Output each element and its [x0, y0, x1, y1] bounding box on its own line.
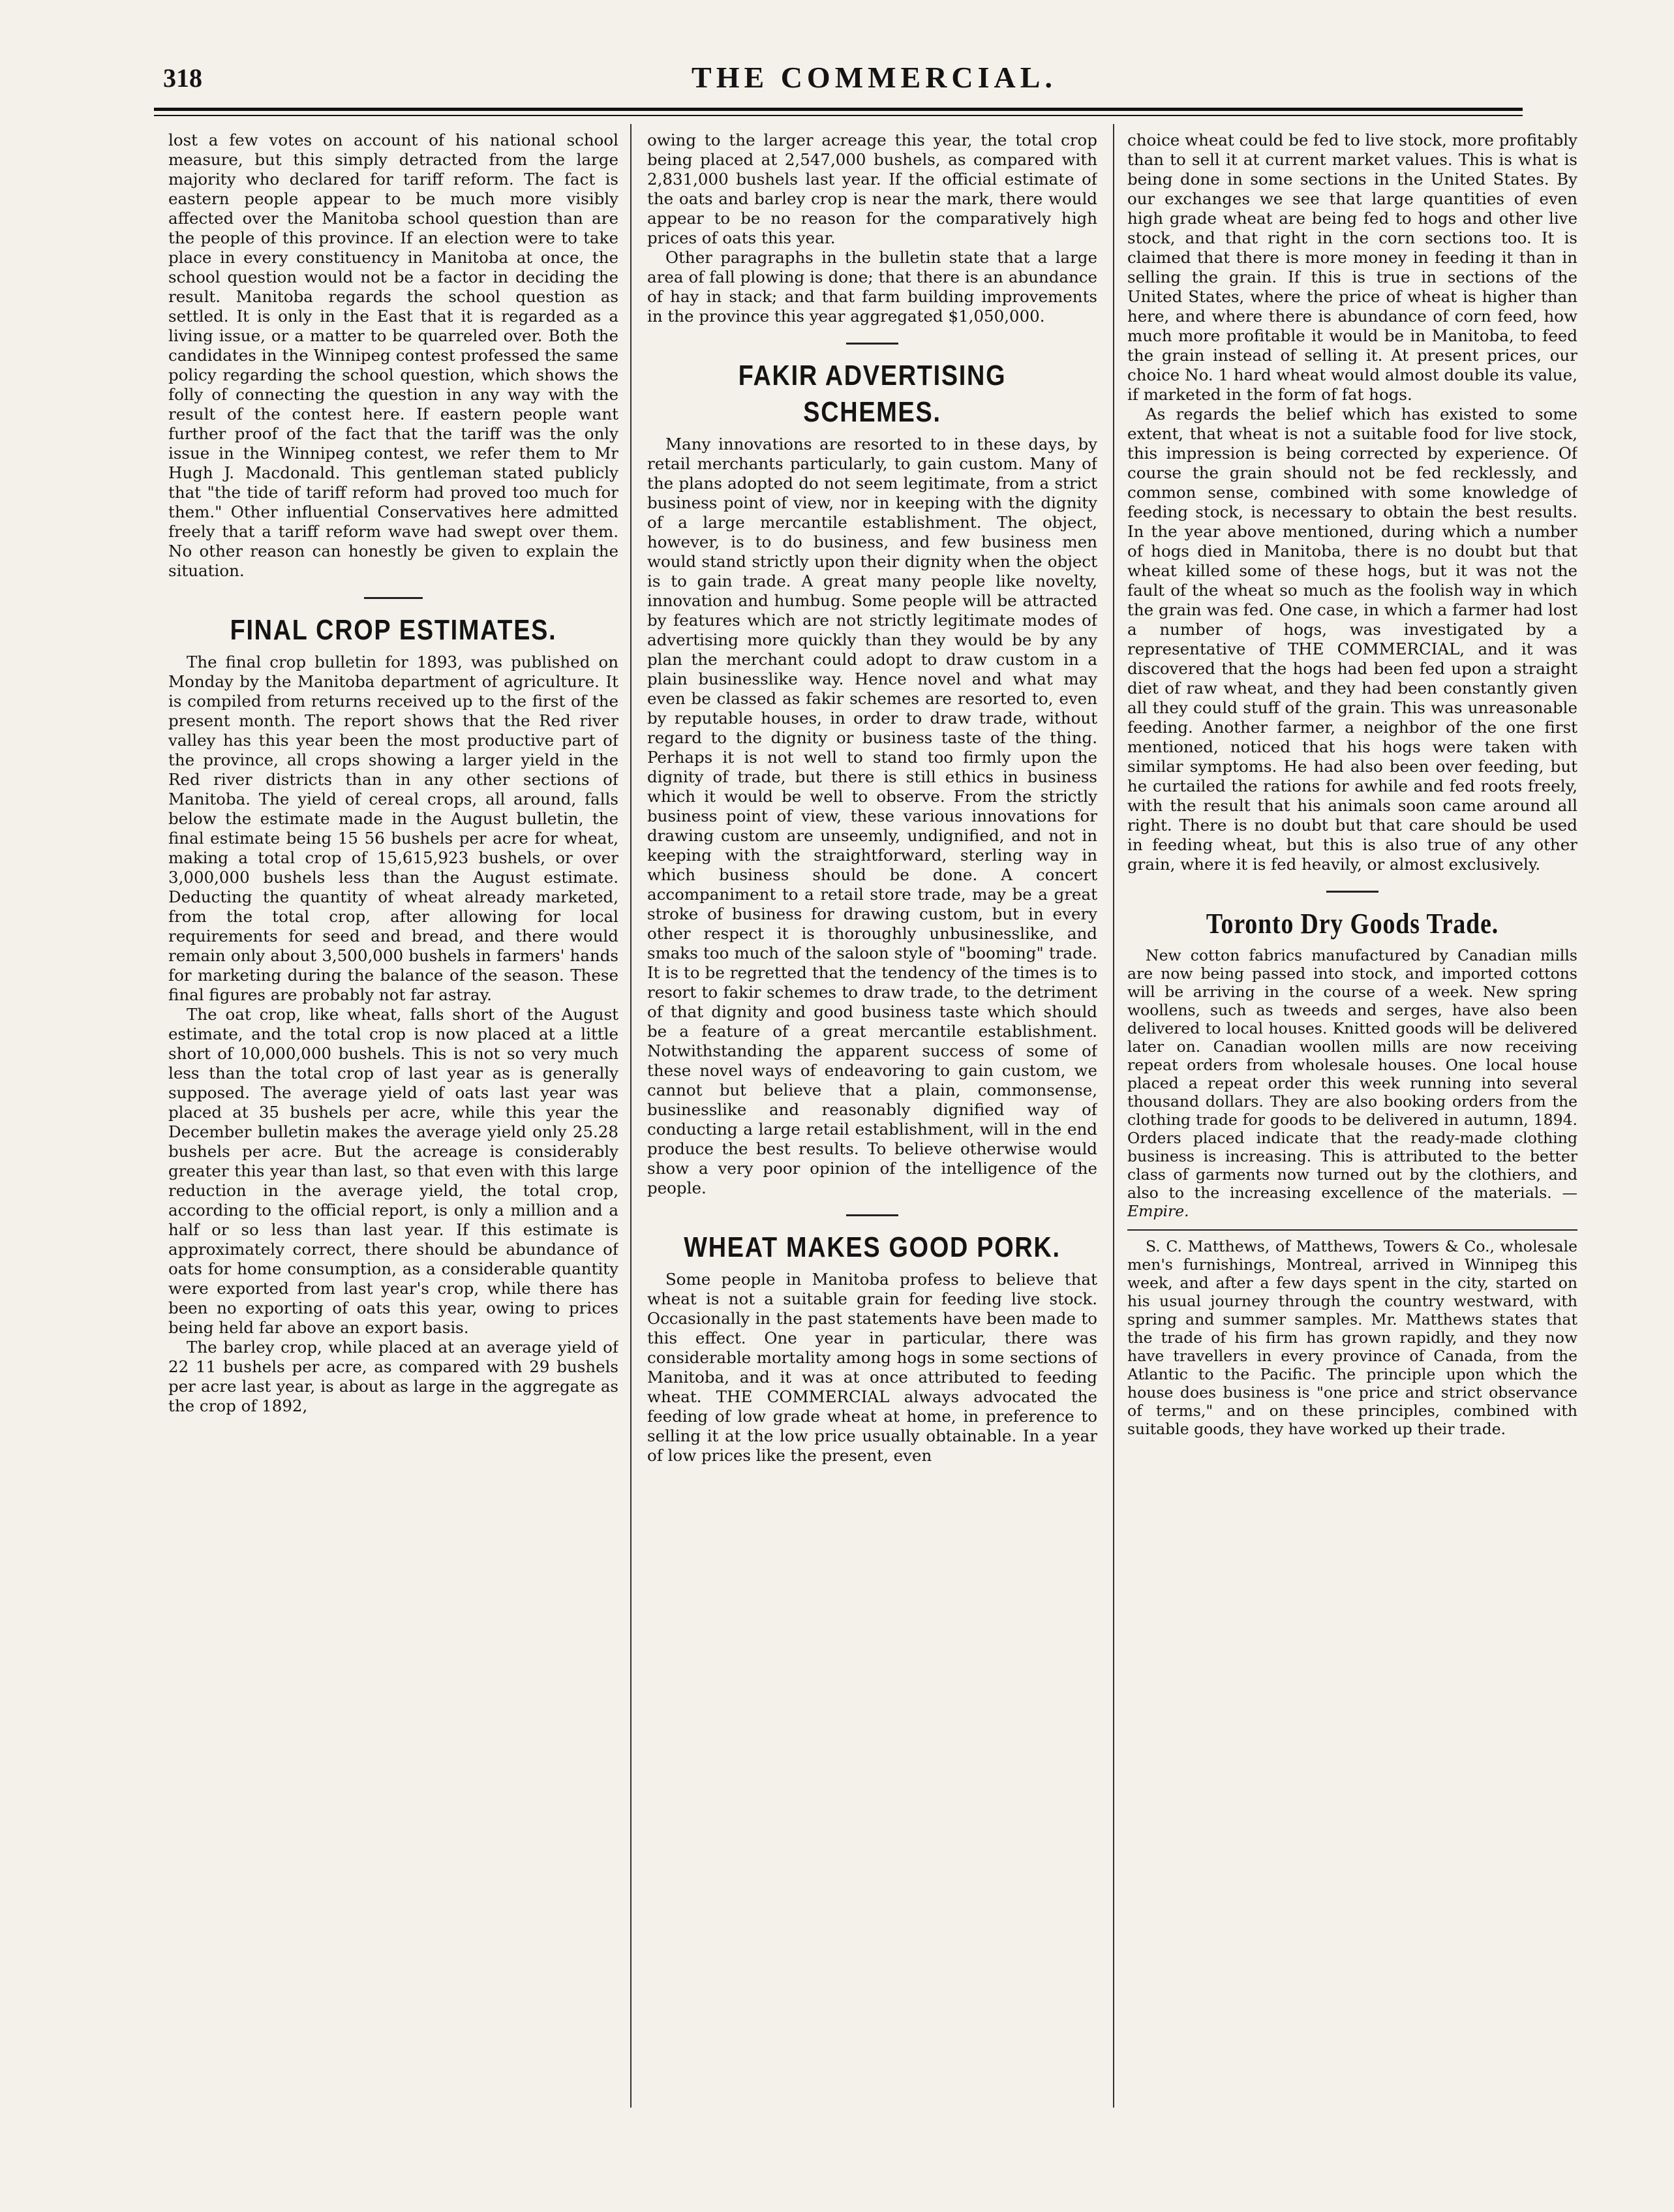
header-rule-thick	[154, 108, 1523, 111]
column-divider-2	[1113, 124, 1114, 2108]
col1-paragraph-2: The final crop bulletin for 1893, was published on Monday by the Manitoba department of agriculture. It is compiled from returns received up to the first of the present month. The report shows that the Red river valley has this year been the most productive part of the province, all crops showing a larger yield in the Red river districts than in any other sections of Manitoba. The yield of cereal crops, all around, falls below the estimate made in the August bulletin, the final estimate being 15 56 bushels per acre for wheat, making a total crop of 15,615,923 bushels, or over 3,000,000 bushels less than the August estimate. Deducting the quantity of wheat already marketed, from the total crop, after allowing for local requirements for seed and bread, and there would remain only about 3,500,000 bushels in farmers' hands for marketing during the balance of the season. These final figures are probably not far astray.	[168, 653, 618, 1004]
col1-paragraph-3: The oat crop, like wheat, falls short of the August estimate, and the total crop is now placed at a little short of 10,000,000 bushels. This is not so very much less than the total crop of last year as is generally supposed. The average yield of oats last year was placed at 35 bushels per acre, while this year the December bulletin makes the average yield only 25.28 bushels per acre. But the acreage is considerably greater this year than last, so that even with this large reduction in the average yield, the total crop, according to the official report, is only a million and a half or so less than last year. If this estimate is approximately correct, there should be abundance of oats for home consumption, as a considerable quantity were exported from last year's crop, while there has been no exporting of oats this year, owing to prices being held far above an export basis.	[168, 1005, 618, 1337]
column-divider-1	[630, 124, 632, 2108]
col2-paragraph-2: Other paragraphs in the bulletin state that a large area of fall plowing is done; that there is an abundance of hay in stack; and that farm building improvements in the province this year aggregated $1,050,000.	[647, 248, 1097, 326]
column-1	[168, 131, 618, 2114]
section-divider-ornament	[1127, 881, 1577, 900]
headline-final-crop-estimates: FINAL CROP ESTIMATES.	[230, 614, 557, 646]
headline-toronto-dry-goods-trade: Toronto Dry Goods Trade.	[1206, 908, 1499, 940]
col3-paragraph-3-text: New cotton fabrics manufactured by Canadian mills are now being passed into stock, and imported cottons will be arriving in the course of a week. New spring woollens, such as tweeds and serges, have also been delivered to local houses. Knitted goods will be delivered later on. Canadian woollen mills are now receiving repeat orders from wholesale houses. One local house placed a repeat order this week running into several thousand dollars. They are also booking orders from the clothing trade for goods to be delivered in autumn, 1894. Orders placed indicate that the ready-made clothing business is increasing. This is attributed to the better class of garments now turned out by the clothiers, and also to the increasing excellence of the materials.	[1127, 946, 1577, 1202]
section-divider-ornament	[168, 587, 618, 607]
article-source: —Empire.	[1127, 1184, 1577, 1220]
col1-paragraph-4: The barley crop, while placed at an average yield of 22 11 bushels per acre, as compared with 29 bushels per acre last year, is about as large in the aggregate as the crop of 1892,	[168, 1338, 618, 1415]
column-2	[647, 131, 1097, 2114]
col3-paragraph-2: As regards the belief which has existed to some extent, that wheat is not a suitable food for live stock, this impression is being corrected by experience. Of course the grain should not be fed recklessly, and common sense, combined with some knowledge of feeding stock, is necessary to obtain the best results. In the year above mentioned, during which a number of hogs died in Manitoba, there is no doubt but that wheat killed some of these hogs, but it was not the fault of the wheat so much as the foolish way in which the grain was fed. One case, in which a farmer had lost a number of hogs, was investigated by a representative of THE COMMERCIAL, and it was discovered that the hogs had been fed upon a straight diet of raw wheat, and they had been constantly given all they could stuff of the grain. This was unreasonable feeding. Another farmer, a neighbor of the one first mentioned, noticed that his hogs were taken with similar symptoms. He had also been over feeding, but he curtailed the rations for awhile and fed roots freely, with the result that his animals soon came around all right. There is no doubt but that care should be used in feeding wheat, but this is also true of any other grain, where it is fed heavily, or almost exclusively.	[1127, 405, 1577, 874]
col3-paragraph-1: choice wheat could be fed to live stock, more profitably than to sell it at current market values. This is what is being done in some sections in the United States. By our exchanges we see that large quantities of even high grade wheat are being fed to hogs and other live stock, and that right in the corn sections too. It is claimed that there is more money in feeding it than in selling the grain. If this is true in sections of the United States, where the price of wheat is higher than here, and where there is abundance of corn feed, how much more profitable it would be in Manitoba, to feed the grain instead of selling it. At present prices, our choice No. 1 hard wheat would almost double its value, if marketed in the form of fat hogs.	[1127, 131, 1577, 404]
page-number: 318	[163, 63, 202, 93]
headline-wheat-makes-good-pork: WHEAT MAKES GOOD PORK.	[684, 1231, 1061, 1263]
col2-paragraph-4: Some people in Manitoba profess to believe that wheat is not a suitable grain for feeding live stock. Occasionally in the past statements have been made to this effect. One year in particular, there was considerable mortality among hogs in some sections of Manitoba, and it was at once attributed to feeding wheat. THE COMMERCIAL always advocated the feeding of low grade wheat at home, in preference to selling it at the low price usually obtainable. In a year of low prices like the present, even	[647, 1270, 1097, 1465]
col2-paragraph-1: owing to the larger acreage this year, the total crop being placed at 2,547,000 bushels, as compared with 2,831,000 bushels last year. If the official estimate of the oats and barley crop is near the mark, there would appear to be no reason for the comparatively high prices of oats this year.	[647, 131, 1097, 247]
section-divider-ornament	[647, 333, 1097, 352]
col3-paragraph-4: S. C. Matthews, of Matthews, Towers & Co., wholesale men's furnishings, Montreal, arrived in Winnipeg this week, and after a few days spent in the city, started on his usual journey through the country westward, with spring and summer samples. Mr. Matthews states that the trade of his firm has grown rapidly, and they now have travellers in every province of Canada, from the Atlantic to the Pacific. The principle upon which the house does business is "one price and strict observance of terms," and on these principles, combined with suitable goods, they have worked up their trade.	[1127, 1237, 1577, 1438]
header-rule-thin	[154, 115, 1523, 116]
col3-paragraph-3	[1127, 946, 1577, 1220]
column-3	[1127, 131, 1577, 2114]
section-divider-ornament	[647, 1205, 1097, 1224]
article-separator	[1127, 1229, 1577, 1231]
col2-paragraph-3: Many innovations are resorted to in these days, by retail merchants particularly, to gain custom. Many of the plans adopted do not seem legitimate, from a strict business point of view, nor in keeping with the dignity of a large mercantile establishment. The object, however, is to do business, and few business men would stand strictly upon their dignity when the object is to gain trade. A great many people like novelty, innovation and humbug. Some people will be attracted by features which are not strictly legitimate modes of advertising more quickly than they would be by any plan the merchant could adopt to draw custom in a plain businesslike way. Hence novel and what may even be classed as fakir schemes are resorted to, even by reputable houses, in order to draw trade, without regard to the dignity or business taste of the thing. Perhaps it is not well to stand too firmly upon the dignity of trade, but there is still ethics in business which it would be well to observe. From the strictly business point of view, these various innovations for drawing custom are unseemly, undignified, and not in keeping with the straightforward, sterling way in which business should be done. A concert accompaniment to a retail store trade, may be a great stroke of business for drawing custom, but in every other respect it is thoroughly unbusinesslike, and smaks too much of the saloon style of "booming" trade. It is to be regretted that the tendency of the times is to resort to fakir schemes to draw trade, to the detriment of that dignity and good business taste which should be a feature of a great mercantile establishment. Notwithstanding the apparent success of some of these novel ways of endeavoring to gain custom, we cannot but believe that a plain, commonsense, businesslike and reasonably dignified way of conducting a large retail establishment, will in the end produce the best results. To believe otherwise would show a very poor opinion of the intelligence of the people.	[647, 435, 1097, 1197]
masthead-title: THE COMMERCIAL.	[692, 61, 1057, 94]
col1-paragraph-1: lost a few votes on account of his national school measure, but this simply detracted from the large majority who declared for tariff reform. The fact is eastern people appear to be much more visibly affected over the Manitoba school question than are the people of this province. If an election were to take place in every constituency in Manitoba at once, the school question would not be a factor in deciding the result. Manitoba regards the school question as settled. It is only in the East that it is regarded as a living issue, or a matter to be quarreled over. Both the candidates in the Winnipeg contest professed the same policy regarding the school question, which shows the folly of connecting the question in any way with the result of the contest here. If eastern people want further proof of the fact that the tariff was the only issue in the Winnipeg contest, we refer them to Mr Hugh J. Macdonald. This gentleman stated publicly that "the tide of tariff reform had proved too much for them." Other influential Conservatives here admitted freely that a tariff reform wave had swept over them. No other reason can honestly be given to explain the situation.	[168, 131, 618, 580]
headline-fakir-advertising-schemes: FAKIR ADVERTISING SCHEMES.	[738, 360, 1007, 428]
